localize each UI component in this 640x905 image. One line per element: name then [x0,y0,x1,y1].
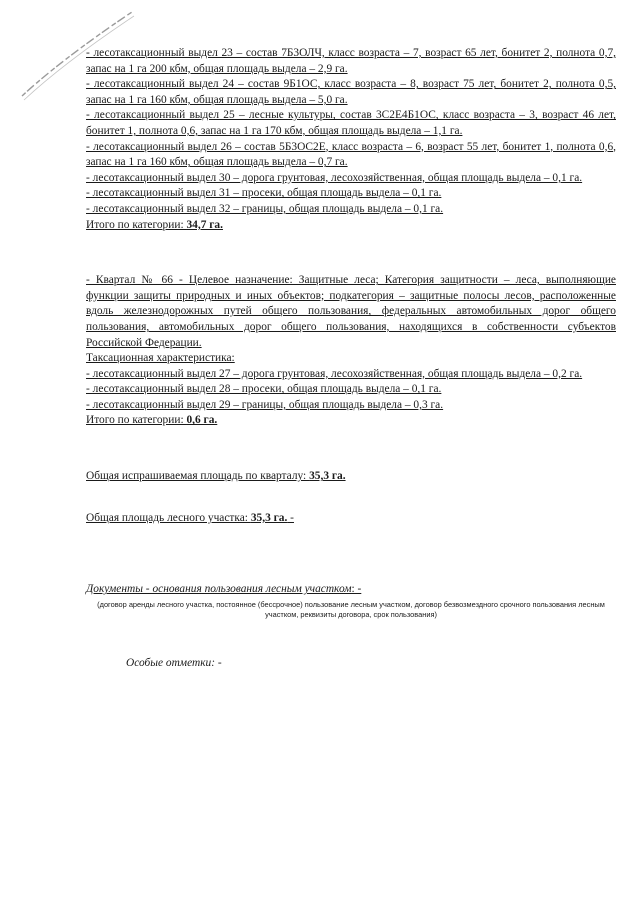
allotment-24: - лесотаксационный выдел 24 – состав 9Б1ОС, класс возраста – 8, возраст 75 лет, бонитет 2, полнота 0,5, запас на 1 га 160 кбм, общая площадь выдела – 5,0 га. [86,78,616,106]
allotment-30: - лесотаксационный выдел 30 – дорога грунтовая, лесохозяйственная, общая площадь выдела – 0,1 га. [86,171,583,184]
quarter-area-line [86,469,616,485]
allotment-28: - лесотаксационный выдел 28 – просеки, общая площадь выдела – 0,1 га. [86,383,442,396]
allotment-32: - лесотаксационный выдел 32 – границы, общая площадь выдела – 0,1 га. [86,202,444,215]
documents-basis-note: (договор аренды лесного участка, постоянное (бессрочное) пользование лесным участком, договор безвозмездного срочного пользования лесным участком, реквизиты договора, срок пользования) [97,599,605,619]
category-total-a-value: 34,7 га. [186,218,223,231]
category-total-a [86,218,616,234]
allotment-27: - лесотаксационный выдел 27 – дорога грунтовая, лесохозяйственная, общая площадь выдела – 0,2 га. [86,367,583,380]
allotment-25: - лесотаксационный выдел 25 – лесные культуры, состав 3С2Е4Б1ОС, класс возраста – 3, возраст 46 лет, бонитет 1, полнота 0,6, запас на 1 га 170 кбм, общая площадь выдела – 1,1 га. [86,109,616,137]
allotment-23: - лесотаксационный выдел 23 – состав 7Б3ОЛЧ, класс возраста – 7, возраст 65 лет, бонитет 2, полнота 0,7, запас на 1 га 200 кбм, общая площадь выдела – 2,9 га. [86,47,616,75]
plot-area-dash: - [287,511,294,524]
category-total-b [86,413,616,429]
allotment-31: - лесотаксационный выдел 31 – просеки, общая площадь выдела – 0,1 га. [86,187,442,200]
taxation-characteristic-label: Таксационная характеристика: [86,352,235,365]
category-total-b-value: 0,6 га. [186,414,218,427]
plot-area-value: 35,3 га. [250,511,288,524]
documents-basis-label: Документы - основания пользования лесным участком [86,583,352,596]
category-total-b-label: Итого по категории: [86,414,187,427]
special-marks: Особые отметки: - [126,656,222,669]
quarter-area-value: 35,3 га. [309,470,346,483]
quarter-66-heading: - Квартал № 66 - Целевое назначение: Защитные леса; Категория защитности – леса, выполняющие функции защиты природных и иных объектов; подкатегория – защитные полосы лесов, расположенные вдоль железнодорожных путей общего пользования, федеральных автомобильных дорог общего пользования, автомобильных дорог общего пользования, находящихся в собственности субъектов Российской Федерации. [86,274,616,349]
documents-basis-value: : - [351,583,362,596]
plot-area-line [86,511,616,527]
plot-area-label: Общая площадь лесного участка: [86,511,251,524]
category-total-a-label: Итого по категории: [86,218,187,231]
allotment-26: - лесотаксационный выдел 26 – состав 5Б3ОС2Е, класс возраста – 6, возраст 55 лет, бонитет 1, полнота 0,6, запас на 1 га 160 кбм, общая площадь выдела – 0,7 га. [86,140,616,169]
documents-basis-line [86,582,616,598]
allotment-29: - лесотаксационный выдел 29 – границы, общая площадь выдела – 0,3 га. [86,398,444,411]
quarter-area-label: Общая испрашиваемая площадь по кварталу: [86,470,310,483]
document-body [86,46,616,671]
